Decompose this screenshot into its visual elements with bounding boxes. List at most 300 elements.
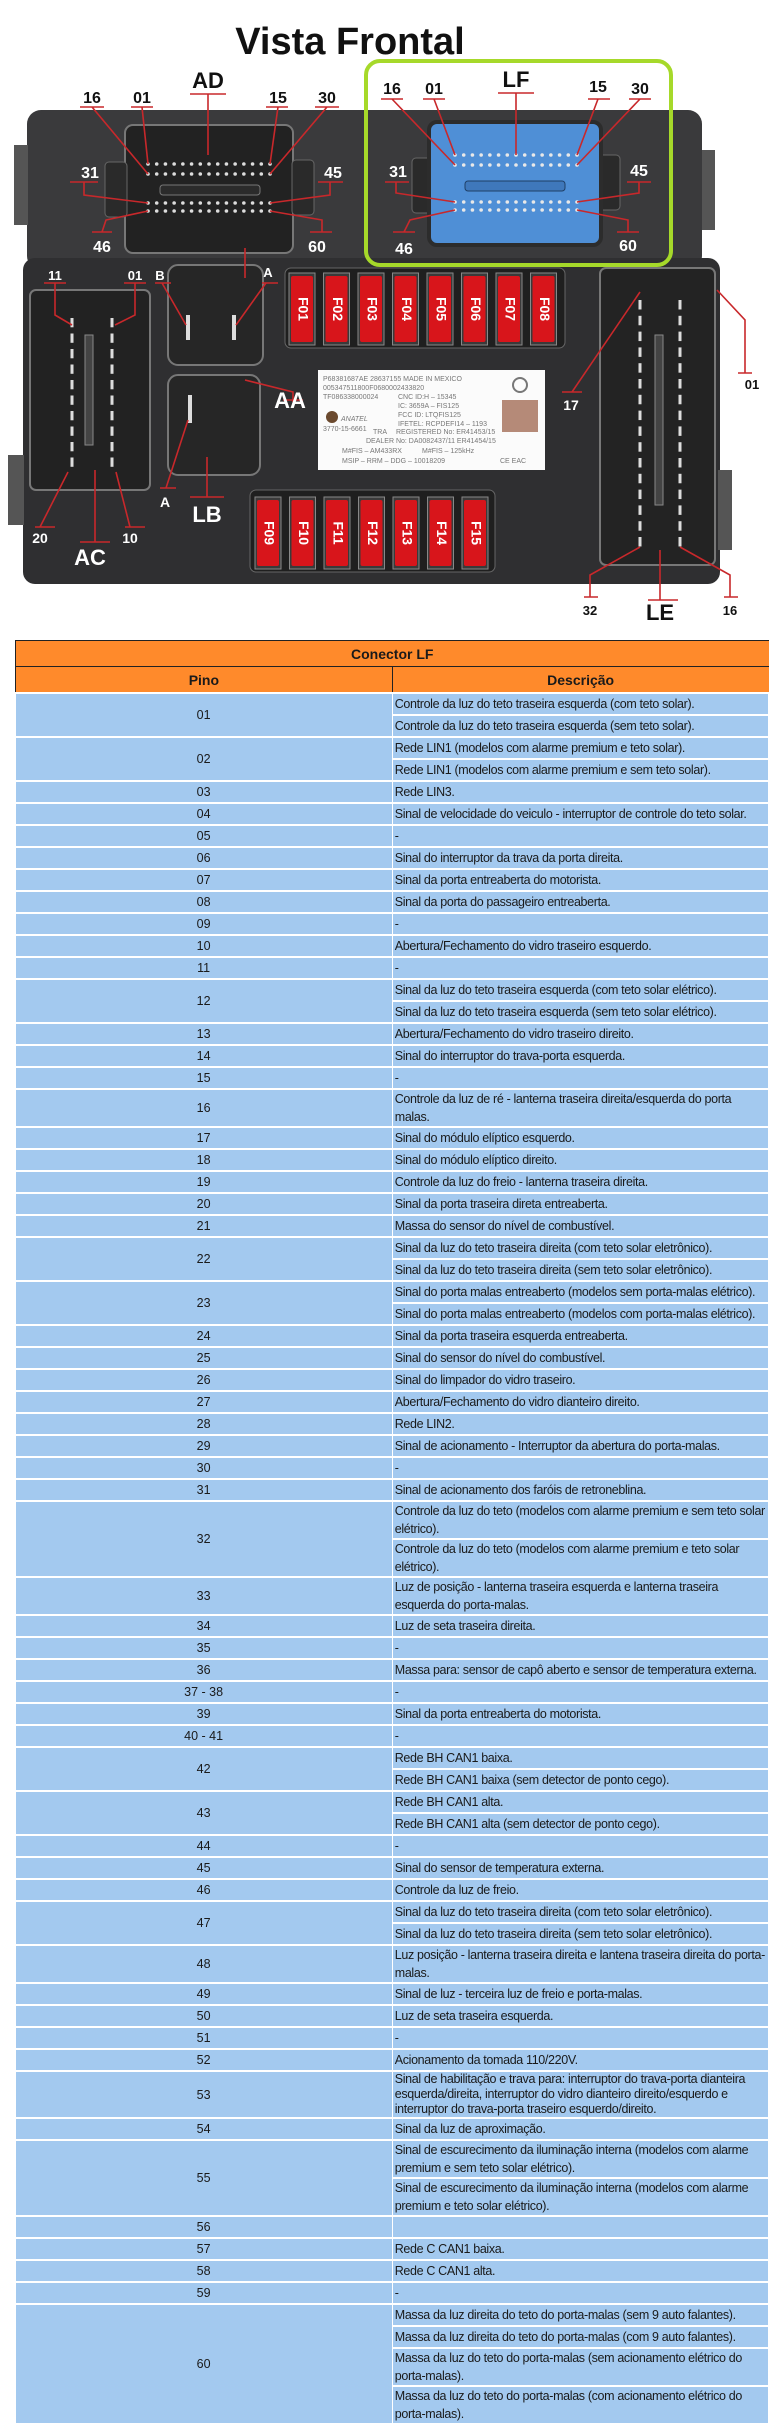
pin-hole (497, 208, 501, 212)
table-row (16, 1791, 769, 1813)
table-row (16, 1089, 769, 1127)
fuse-f13[interactable] (393, 497, 419, 569)
pin-number: 01 (16, 693, 393, 737)
pin-hole (233, 162, 237, 166)
svg-text:A: A (160, 494, 170, 510)
fuse-label: F14 (434, 521, 450, 545)
connector-ad[interactable] (105, 125, 314, 253)
table-row (16, 2005, 769, 2027)
pin-hole (216, 162, 220, 166)
pin-description: Sinal da porta entreaberta do motorista. (392, 869, 769, 891)
pin-number: 24 (16, 1325, 393, 1347)
pin-description: Sinal da luz do teto traseira direita (sem teto solar eletrônico). (392, 1259, 769, 1281)
table-row (16, 1983, 769, 2005)
pin-slot (679, 458, 682, 467)
pin-number: 57 (16, 2238, 393, 2260)
table-row (16, 1347, 769, 1369)
pin-hole (462, 208, 466, 212)
svg-text:IC: 3659A – FIS125: IC: 3659A – FIS125 (398, 403, 459, 410)
pin-description: - (392, 2282, 769, 2304)
pin-hole (479, 208, 483, 212)
fuse-f06[interactable] (462, 273, 488, 345)
pin-description: Sinal da luz de aproximação. (392, 2118, 769, 2140)
pin-number: 58 (16, 2260, 393, 2282)
pin-slot (71, 458, 74, 467)
pin-number: 23 (16, 1281, 393, 1325)
pin-number: 15 (16, 1067, 393, 1089)
pin-hole (462, 200, 466, 204)
svg-text:45: 45 (630, 163, 648, 180)
pin-description: Sinal do limpador do vidro traseiro. (392, 1369, 769, 1391)
table-row (16, 1023, 769, 1045)
pin-hole (558, 208, 562, 212)
pin-hole (190, 162, 194, 166)
pin-description: Massa do sensor do nível de combustível. (392, 1215, 769, 1237)
table-row (16, 1901, 769, 1923)
pin-number: 50 (16, 2005, 393, 2027)
pin-slot (639, 363, 642, 372)
table-row (16, 1725, 769, 1747)
pin-number: 27 (16, 1391, 393, 1413)
pin-hole (181, 162, 185, 166)
pin-hole (190, 172, 194, 176)
pin-hole (251, 172, 255, 176)
pin-description: Massa da luz direita do teto do porta-malas (sem 9 auto falantes). (392, 2304, 769, 2326)
table-row (16, 869, 769, 891)
table-row (16, 1659, 769, 1681)
pin-hole (216, 172, 220, 176)
label-ac: AC (74, 545, 106, 570)
pin-number: 03 (16, 781, 393, 803)
fuse-f12[interactable] (359, 497, 385, 569)
pin-slot (639, 474, 642, 483)
svg-text:M#FIS – AM433RX: M#FIS – AM433RX (342, 448, 402, 455)
table-row (16, 935, 769, 957)
pin-hole (540, 208, 544, 212)
pin-description: Controle da luz do teto (modelos com alarme premium e teto solar elétrico). (392, 1539, 769, 1577)
fuse-f08[interactable] (531, 273, 557, 345)
pin-description: Sinal da luz do teto traseira esquerda (com teto solar elétrico). (392, 979, 769, 1001)
pin-hole (259, 209, 263, 213)
pin-description: Sinal do módulo elíptico esquerdo. (392, 1127, 769, 1149)
pin-number: 28 (16, 1413, 393, 1435)
table-row (16, 2027, 769, 2049)
table-row (16, 1215, 769, 1237)
table-row (16, 2216, 769, 2238)
pin-hole (479, 163, 483, 167)
label-ad: AD (192, 68, 224, 93)
pin-hole (558, 153, 562, 157)
pin-slot (111, 442, 114, 451)
pin-number: 53 (16, 2071, 393, 2118)
pin-number: 13 (16, 1023, 393, 1045)
pin-description: Sinal do módulo elíptico direito. (392, 1149, 769, 1171)
pin-description: Abertura/Fechamento do vidro dianteiro direito. (392, 1391, 769, 1413)
pin-hole (233, 201, 237, 205)
pin-hole (540, 163, 544, 167)
svg-text:DEALER No: DA0082437/11 ER4145: DEALER No: DA0082437/11 ER41454/15 (366, 438, 496, 445)
pin-number: 51 (16, 2027, 393, 2049)
pin-slot (639, 332, 642, 341)
pin-hole (155, 172, 159, 176)
fuse-label: F08 (537, 297, 553, 321)
pin-slot (71, 396, 74, 405)
svg-text:B: B (155, 268, 164, 283)
pin-hole (514, 163, 518, 167)
pin-number: 45 (16, 1857, 393, 1879)
table-row (16, 1945, 769, 1983)
pin-description: Massa da luz do teto do porta-malas (sem acionamento elétrico do porta-malas). (392, 2348, 769, 2386)
pin-hole (198, 209, 202, 213)
pin-hole (462, 163, 466, 167)
pin-description: Sinal do porta malas entreaberto (modelos sem porta-malas elétrico). (392, 1281, 769, 1303)
pin-slot (71, 427, 74, 436)
fuse-label: F13 (399, 521, 415, 545)
pin-number: 12 (16, 979, 393, 1023)
svg-text:01: 01 (425, 81, 443, 98)
pin-hole (505, 153, 509, 157)
table-row (16, 1237, 769, 1259)
pin-slot (111, 396, 114, 405)
table-row (16, 781, 769, 803)
pin-description: - (392, 913, 769, 935)
pin-slot (111, 318, 114, 327)
fuse-f01[interactable] (289, 273, 315, 345)
pin-number: 11 (16, 957, 393, 979)
pin-hole (479, 153, 483, 157)
pin-number: 52 (16, 2049, 393, 2071)
pin-description: Controle da luz de ré - lanterna traseira direita/esquerda do porta malas. (392, 1089, 769, 1127)
label-lf: LF (503, 67, 530, 92)
fuse-f02[interactable] (324, 273, 350, 345)
pin-hole (225, 201, 229, 205)
pin-hole (259, 162, 263, 166)
pin-description (392, 2216, 769, 2238)
fuse-label: F01 (295, 297, 311, 321)
fuse-f03[interactable] (358, 273, 384, 345)
pin-number: 02 (16, 737, 393, 781)
table-row (16, 1703, 769, 1725)
pin-number: 04 (16, 803, 393, 825)
pin-description: Rede LIN1 (modelos com alarme premium e teto solar). (392, 737, 769, 759)
pin-number: 56 (16, 2216, 393, 2238)
svg-text:16: 16 (723, 603, 737, 618)
pin-hole (523, 153, 527, 157)
table-row (16, 1615, 769, 1637)
pin-hole (251, 162, 255, 166)
pin-slot (71, 380, 74, 389)
pin-hole (225, 172, 229, 176)
table-row (16, 1325, 769, 1347)
svg-text:30: 30 (631, 81, 649, 98)
pin-description: - (392, 1835, 769, 1857)
svg-text:16: 16 (383, 81, 401, 98)
table-row (16, 693, 769, 715)
pin-hole (251, 209, 255, 213)
pin-hole (471, 153, 475, 157)
svg-text:10: 10 (122, 530, 138, 546)
pin-description: - (392, 957, 769, 979)
pin-number: 08 (16, 891, 393, 913)
pin-slot (71, 442, 74, 451)
pin-hole (207, 201, 211, 205)
pin-slot (111, 458, 114, 467)
pin-number: 32 (16, 1501, 393, 1577)
pin-description: Rede LIN1 (modelos com alarme premium e sem teto solar). (392, 759, 769, 781)
diagram-title: Vista Frontal (235, 21, 464, 63)
table-row (16, 1149, 769, 1171)
svg-text:60: 60 (308, 239, 326, 256)
pin-description: Massa da luz do teto do porta-malas (com acionamento elétrico do porta-malas). (392, 2386, 769, 2424)
table-row (16, 1435, 769, 1457)
table-row (16, 1281, 769, 1303)
svg-text:17: 17 (563, 397, 579, 413)
fuse-f09[interactable] (255, 497, 281, 569)
pin-hole (505, 208, 509, 212)
fuse-f05[interactable] (427, 273, 453, 345)
pin-number: 60 (16, 2304, 393, 2424)
pin-hole (566, 200, 570, 204)
fuse-f04[interactable] (393, 273, 419, 345)
svg-text:REGISTERED No: ER41453/15: REGISTERED No: ER41453/15 (396, 429, 495, 436)
svg-text:60: 60 (619, 238, 637, 255)
pin-description: Sinal de habilitação e trava para: interruptor do trava-porta dianteira esquerda/direita, interruptor do vidro dianteiro direito/esquerdo e interruptor do trava-porta traseiro esquerdo/direito. (392, 2071, 769, 2118)
pin-description: Sinal de acionamento dos faróis de retroneblina. (392, 1479, 769, 1501)
pin-slot (679, 474, 682, 483)
pin-hole (216, 209, 220, 213)
pin-hole (471, 200, 475, 204)
pin-slot (71, 411, 74, 420)
pin-number: 10 (16, 935, 393, 957)
svg-text:20: 20 (32, 530, 48, 546)
svg-text:01: 01 (128, 268, 142, 283)
pin-hole (549, 153, 553, 157)
pin-description: Rede LIN2. (392, 1413, 769, 1435)
fuse-label: F09 (261, 521, 277, 545)
pin-hole (172, 162, 176, 166)
pin-description: Rede LIN3. (392, 781, 769, 803)
pin-slot (639, 458, 642, 467)
pin-slot (71, 334, 74, 343)
connector-aa[interactable] (168, 265, 263, 365)
pin-slot (71, 318, 74, 327)
pin-hole (225, 162, 229, 166)
table-row (16, 1577, 769, 1615)
pin-description: Rede BH CAN1 alta. (392, 1791, 769, 1813)
pin-slot (71, 365, 74, 374)
pin-hole (242, 209, 246, 213)
pin-slot (639, 505, 642, 514)
pin-hole (540, 200, 544, 204)
pin-hole (488, 153, 492, 157)
pin-number: 21 (16, 1215, 393, 1237)
svg-text:A: A (263, 265, 273, 280)
pin-hole (190, 201, 194, 205)
pin-number: 48 (16, 1945, 393, 1983)
connector-ac[interactable] (30, 290, 150, 490)
pin-hole (479, 200, 483, 204)
svg-text:CE EAC: CE EAC (500, 458, 526, 465)
pin-number: 34 (16, 1615, 393, 1637)
table-row (16, 2071, 769, 2118)
pin-slot (679, 490, 682, 499)
pin-hole (566, 208, 570, 212)
pin-slot (639, 521, 642, 530)
svg-text:M#FIS – 125kHz: M#FIS – 125kHz (422, 448, 475, 455)
pin-description: - (392, 1681, 769, 1703)
table-row (16, 1479, 769, 1501)
pin-hole (259, 201, 263, 205)
pin-hole (155, 201, 159, 205)
table-row (16, 1391, 769, 1413)
svg-text:15: 15 (269, 90, 287, 107)
pin-hole (462, 153, 466, 157)
pin-slot (111, 427, 114, 436)
svg-text:MSIP – RRM – DDG – 10018209: MSIP – RRM – DDG – 10018209 (342, 458, 445, 465)
svg-text:46: 46 (93, 239, 111, 256)
pin-slot (639, 490, 642, 499)
pin-description: Luz de seta traseira esquerda. (392, 2005, 769, 2027)
pin-slot (639, 426, 642, 435)
table-row (16, 2260, 769, 2282)
pin-slot (111, 349, 114, 358)
fuse-f14[interactable] (428, 497, 454, 569)
fuse-f07[interactable] (496, 273, 522, 345)
pin-slot (679, 332, 682, 341)
connector-le[interactable] (600, 268, 715, 565)
pin-hole (164, 209, 168, 213)
table-row (16, 847, 769, 869)
pin-hole (164, 201, 168, 205)
pin-description: - (392, 1457, 769, 1479)
pin-description: Controle da luz do freio - lanterna traseira direita. (392, 1171, 769, 1193)
pin-hole (181, 172, 185, 176)
svg-text:01: 01 (745, 377, 759, 392)
svg-text:32: 32 (583, 603, 597, 618)
pin-number: 18 (16, 1149, 393, 1171)
connector-lb[interactable] (168, 375, 260, 475)
pin-hole (488, 200, 492, 204)
pin-number: 54 (16, 2118, 393, 2140)
svg-text:3770-15-6661: 3770-15-6661 (323, 426, 367, 433)
fuse-f15[interactable] (462, 497, 488, 569)
pin-slot (679, 411, 682, 420)
table-row (16, 1193, 769, 1215)
pin-number: 37 - 38 (16, 1681, 393, 1703)
pin-description: Sinal da luz do teto traseira esquerda (sem teto solar elétrico). (392, 1001, 769, 1023)
pin-number: 44 (16, 1835, 393, 1857)
connector-lf-pin-table (15, 640, 769, 2425)
pin-hole (514, 200, 518, 204)
pin-description: Rede C CAN1 baixa. (392, 2238, 769, 2260)
svg-text:FCC ID: LTQFIS125: FCC ID: LTQFIS125 (398, 412, 461, 419)
svg-text:005347511800F0680002433820: 005347511800F0680002433820 (323, 385, 424, 392)
fuse-f11[interactable] (324, 497, 350, 569)
pin-slot (679, 395, 682, 404)
pin-slot (111, 380, 114, 389)
pin-slot (111, 334, 114, 343)
table-row (16, 1171, 769, 1193)
pin-number: 30 (16, 1457, 393, 1479)
pin-description: Sinal de escurecimento da iluminação interna (modelos com alarme premium e sem teto solar elétrico). (392, 2140, 769, 2178)
pin-hole (216, 201, 220, 205)
table-row (16, 1637, 769, 1659)
pin-slot (679, 426, 682, 435)
pin-number: 31 (16, 1479, 393, 1501)
pin-number: 05 (16, 825, 393, 847)
pin-hole (207, 172, 211, 176)
pin-hole (190, 209, 194, 213)
pin-hole (181, 201, 185, 205)
pin-slot (639, 379, 642, 388)
table-row (16, 2304, 769, 2326)
table-row (16, 1413, 769, 1435)
pin-slot (679, 363, 682, 372)
svg-text:TRA: TRA (373, 429, 387, 436)
pin-description: Luz de posição - lanterna traseira esquerda e lanterna traseira esquerda do porta-malas. (392, 1577, 769, 1615)
pin-slot (639, 300, 642, 309)
pin-hole (172, 201, 176, 205)
pin-hole (540, 153, 544, 157)
pin-slot (639, 442, 642, 451)
pin-hole (532, 208, 536, 212)
anatel-logo-icon (326, 411, 338, 423)
table-row (16, 1501, 769, 1539)
pin-slot (71, 349, 74, 358)
pin-description: Sinal da luz do teto traseira direita (sem teto solar eletrônico). (392, 1923, 769, 1945)
pin-description: Acionamento da tomada 110/220V. (392, 2049, 769, 2071)
pin-number: 35 (16, 1637, 393, 1659)
pin-description: Sinal do interruptor do trava-porta esquerda. (392, 1045, 769, 1067)
pin-slot (679, 316, 682, 325)
pin-hole (242, 162, 246, 166)
pin-hole (549, 200, 553, 204)
table-row (16, 1879, 769, 1901)
pin-hole (207, 209, 211, 213)
pin-hole (198, 201, 202, 205)
pin-slot (679, 505, 682, 514)
pin-number: 47 (16, 1901, 393, 1945)
pin-hole (514, 208, 518, 212)
pin-hole (497, 153, 501, 157)
table-row (16, 1681, 769, 1703)
pin-hole (488, 163, 492, 167)
pin-hole (198, 172, 202, 176)
table-row (16, 1457, 769, 1479)
pin-description: Sinal da porta entreaberta do motorista. (392, 1703, 769, 1725)
pin-slot (679, 442, 682, 451)
pin-hole (164, 162, 168, 166)
pin-number: 16 (16, 1089, 393, 1127)
pin-slot (111, 411, 114, 420)
pin-description: Massa da luz direita do teto do porta-malas (com 9 auto falantes). (392, 2326, 769, 2348)
pin-hole (566, 163, 570, 167)
pin-number: 25 (16, 1347, 393, 1369)
pin-description: Sinal da luz do teto traseira direita (com teto solar eletrônico). (392, 1901, 769, 1923)
pin-slot (679, 537, 682, 546)
label-lb: LB (192, 502, 221, 527)
pin-hole (225, 209, 229, 213)
pin-description: Luz de seta traseira direita. (392, 1615, 769, 1637)
pin-description: Abertura/Fechamento do vidro traseiro esquerdo. (392, 935, 769, 957)
pin-hole (505, 163, 509, 167)
fuse-f10[interactable] (290, 497, 316, 569)
pin-slot (639, 411, 642, 420)
table-row (16, 1835, 769, 1857)
pin-number: 36 (16, 1659, 393, 1681)
svg-text:ANATEL: ANATEL (340, 416, 368, 423)
pin-description: Sinal de escurecimento da iluminação interna (modelos com alarme premium e teto solar elétrico). (392, 2178, 769, 2216)
